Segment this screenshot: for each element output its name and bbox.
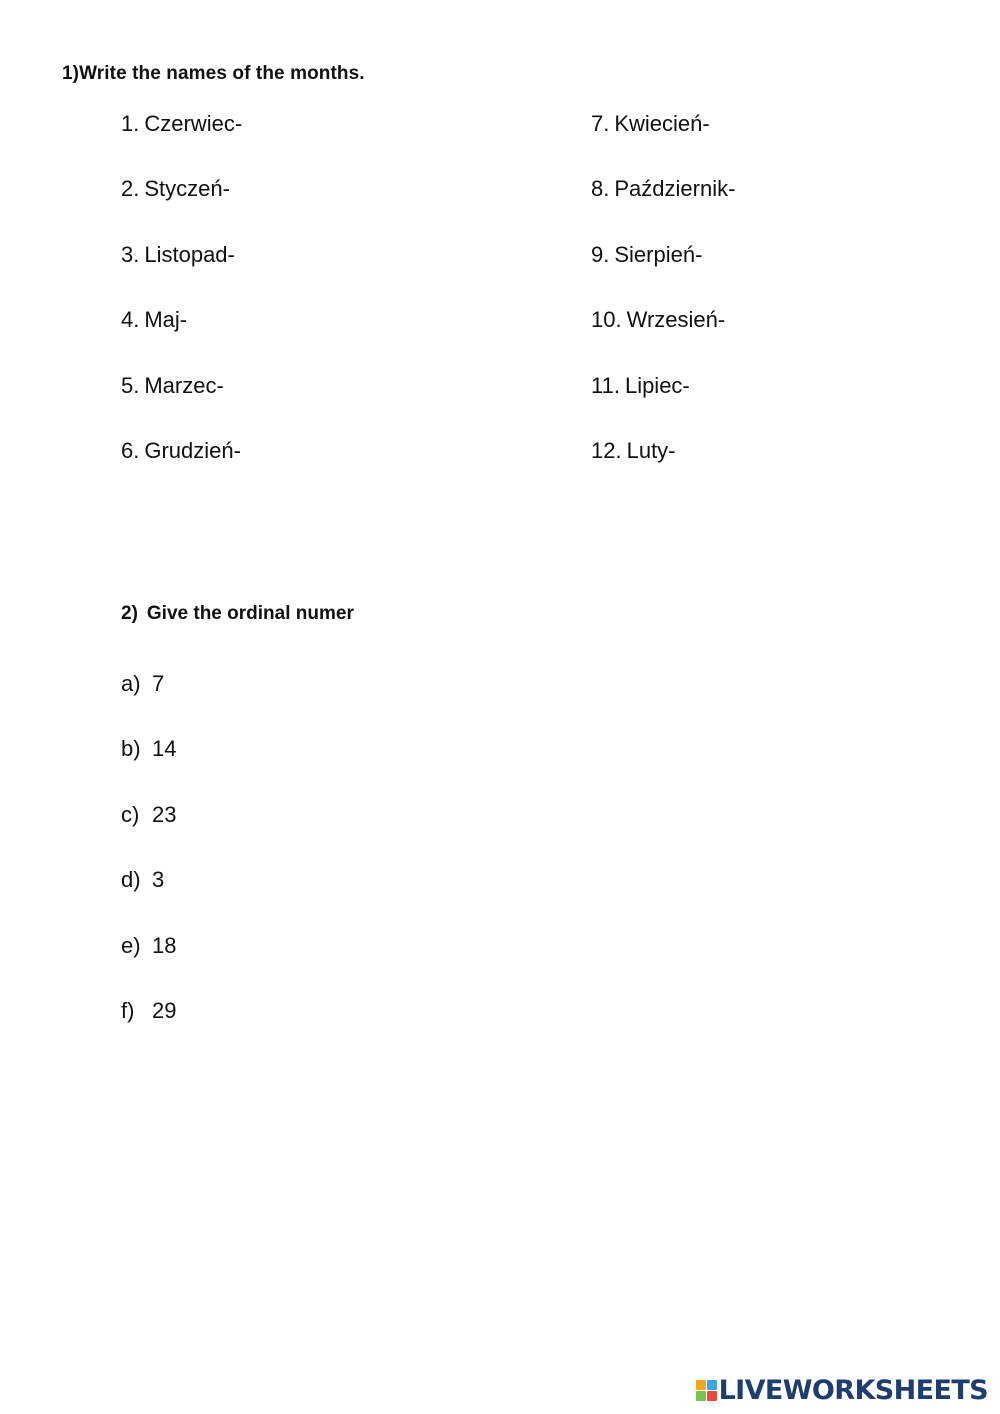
item-letter: b)	[121, 736, 141, 762]
item-number: 6.	[121, 437, 140, 463]
month-word: Kwiecień-	[614, 111, 710, 136]
item-number: 10.	[591, 307, 622, 333]
item-value: 18	[152, 932, 177, 958]
item-number: 8.	[591, 176, 610, 202]
item-number: 2.	[121, 176, 140, 202]
section2-title: Give the ordinal numer	[146, 603, 354, 624]
month-item	[121, 304, 242, 369]
month-item	[591, 173, 735, 238]
ordinal-item	[121, 864, 176, 929]
month-item	[591, 304, 735, 369]
item-value: 3	[152, 867, 165, 893]
months-right-column	[591, 108, 735, 500]
month-word: Styczeń-	[144, 176, 230, 202]
month-item	[591, 239, 735, 304]
logo-text: LIVEWORKSHEETS	[718, 1374, 988, 1406]
month-item	[591, 370, 735, 435]
item-number: 1.	[121, 111, 140, 136]
item-value: 23	[152, 801, 177, 827]
months-left-column	[121, 108, 242, 500]
month-word: Grudzień-	[144, 437, 241, 463]
month-word: Maj-	[144, 307, 188, 333]
section2-heading	[121, 603, 354, 625]
item-letter: c)	[121, 801, 140, 827]
item-number: 7.	[591, 111, 610, 136]
month-item	[121, 239, 242, 304]
ordinal-item	[121, 930, 176, 995]
item-number: 3.	[121, 241, 140, 267]
month-item	[591, 108, 735, 173]
logo-square	[707, 1391, 717, 1401]
ordinal-list	[121, 668, 176, 1060]
ordinal-item	[121, 799, 176, 864]
logo-square	[696, 1380, 706, 1390]
month-word: Czerwiec-	[144, 111, 243, 136]
item-value: 7	[152, 671, 165, 696]
ordinal-item	[121, 733, 176, 798]
liveworksheets-logo	[696, 1374, 988, 1406]
month-word: Luty-	[626, 437, 676, 463]
item-letter: f)	[121, 997, 135, 1023]
month-word: Październik-	[614, 176, 736, 202]
month-item	[121, 435, 242, 500]
ordinal-item	[121, 995, 176, 1060]
section1-heading: 1)Write the names of the months.	[62, 63, 365, 84]
ordinal-item	[121, 668, 176, 733]
logo-square	[707, 1380, 717, 1390]
logo-square	[696, 1391, 706, 1401]
item-letter: e)	[121, 932, 141, 958]
month-word: Lipiec-	[624, 372, 690, 398]
item-value: 29	[152, 997, 177, 1023]
logo-mark-icon	[696, 1380, 717, 1401]
section2-number: 2)	[121, 603, 138, 624]
item-number: 4.	[121, 307, 140, 333]
item-number: 5.	[121, 372, 140, 398]
month-word: Sierpień-	[614, 241, 703, 267]
item-letter: d)	[121, 867, 141, 893]
item-number: 11.	[591, 372, 620, 398]
item-number: 9.	[591, 241, 610, 267]
month-item	[121, 370, 242, 435]
month-item	[591, 435, 735, 500]
item-letter: a)	[121, 671, 141, 696]
month-item	[121, 108, 242, 173]
month-word: Wrzesień-	[626, 307, 726, 333]
item-number: 12.	[591, 437, 622, 463]
item-value: 14	[152, 736, 177, 762]
month-word: Marzec-	[144, 372, 224, 398]
month-item	[121, 173, 242, 238]
month-word: Listopad-	[144, 241, 235, 267]
